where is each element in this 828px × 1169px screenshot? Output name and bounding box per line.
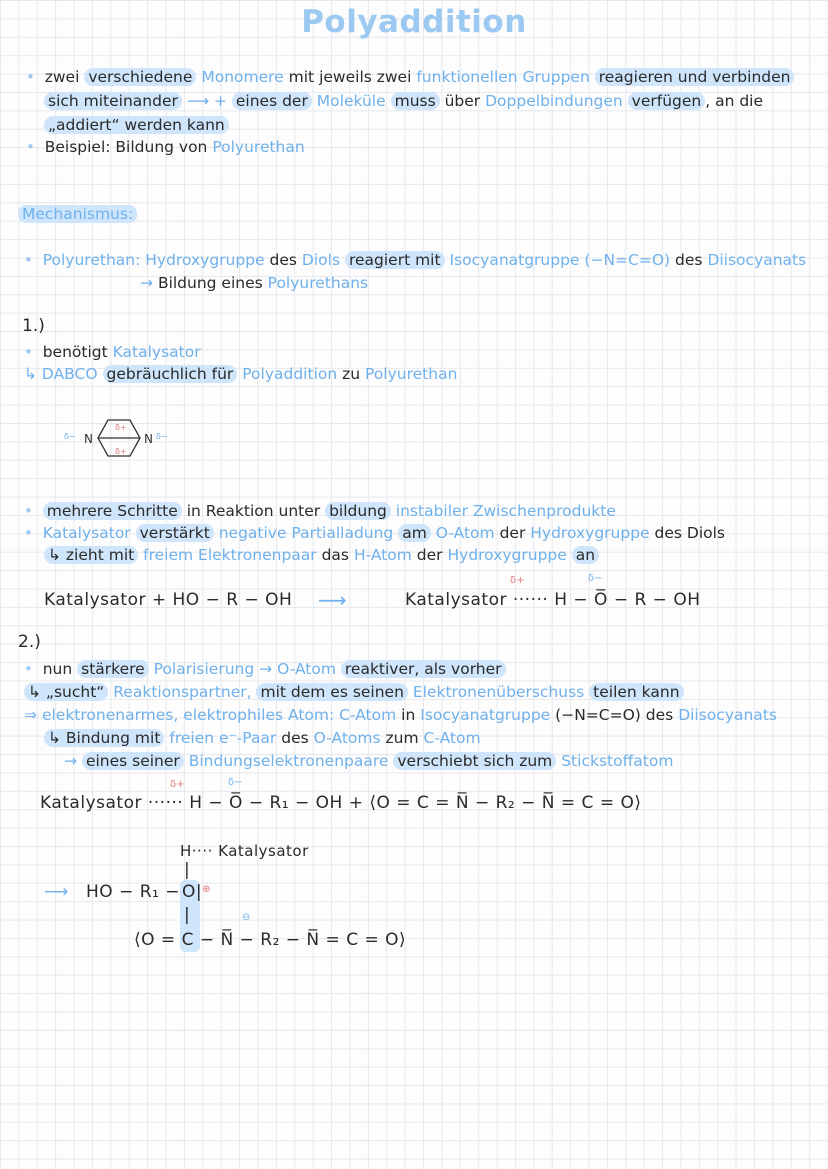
text: benötigt — [42, 343, 108, 361]
keyword: Doppelbindungen — [485, 92, 623, 110]
mechanism-line-2 — [140, 272, 368, 294]
keyword: ↳ DABCO — [24, 365, 98, 383]
highlight: mit dem es seinen — [256, 683, 407, 701]
highlight: eines der — [232, 92, 312, 110]
highlight: teilen kann — [589, 683, 683, 701]
text: der — [416, 546, 443, 564]
oxygen-atom: O| — [182, 882, 203, 902]
keyword: Diols — [301, 251, 341, 269]
step2-line-d — [44, 727, 481, 749]
text: , an die — [705, 92, 764, 110]
keyword: Katalysator — [42, 524, 131, 542]
keyword: Bindungselektronenpaare — [188, 752, 389, 770]
heading-text: Mechanismus: — [18, 205, 137, 223]
highlight: eines seiner — [82, 752, 184, 770]
text: zu — [342, 365, 361, 383]
keyword: Moleküle — [316, 92, 386, 110]
positive-charge: ⊕ — [202, 884, 211, 895]
step1-line-d — [24, 522, 725, 544]
keyword: Katalysator — [112, 343, 201, 361]
step2-line-e — [64, 750, 673, 772]
highlight: verschiedene — [84, 68, 196, 86]
charge-label: δ− — [64, 432, 76, 441]
nitrogen-atom-right: N — [144, 432, 153, 446]
text: das — [321, 546, 350, 564]
arrow: ⟶ + — [186, 92, 227, 110]
text: Beispiel: Bildung von — [44, 138, 208, 156]
keyword: Polarisierung — [153, 660, 255, 678]
nitrogen-atom-left: N — [84, 432, 93, 446]
keyword: Reaktionspartner, — [113, 683, 252, 701]
product-bottom: ⟨O = C − N̅ − R₂ − N̅ = C = O⟩ — [134, 930, 407, 950]
keyword: Stickstoffatom — [561, 752, 674, 770]
keyword: negative Partialladung — [218, 524, 394, 542]
text: über — [444, 92, 481, 110]
keyword: Hydroxygruppe — [145, 251, 265, 269]
text: mit — [288, 68, 315, 86]
step1-line-a — [24, 341, 201, 363]
bullet-dot: • — [24, 251, 33, 269]
text: des Diols — [654, 524, 725, 542]
bond-line: | — [184, 905, 191, 925]
keyword: instabiler Zwischenprodukte — [395, 502, 616, 520]
highlight: reaktiver, als vorher — [341, 660, 506, 678]
highlight: verfügen — [628, 92, 706, 110]
highlight: reagieren und verbinden — [595, 68, 795, 86]
highlight: verschiebt sich zum — [393, 752, 556, 770]
keyword: funktionellen Gruppen — [416, 68, 590, 86]
intro-line-2 — [44, 90, 763, 112]
reaction-1-right: Katalysator ······ H − O̅ − R − OH — [405, 590, 701, 610]
product-arrow: ⟶ — [44, 882, 69, 902]
text: jeweils zwei — [319, 68, 412, 86]
keyword: Elektronenüberschuss — [412, 683, 585, 701]
keyword: C-Atom — [339, 706, 397, 724]
keyword: Hydroxygruppe — [447, 546, 567, 564]
section-heading — [18, 204, 137, 223]
step1-line-c — [24, 500, 616, 522]
text: des — [281, 729, 309, 747]
bullet-dot: • — [24, 502, 33, 520]
formula: (−N=C=O) — [584, 251, 671, 269]
bullet-dot: • — [24, 524, 33, 542]
bullet-dot: • — [24, 660, 33, 678]
keyword: Polyurethan: — [42, 251, 141, 269]
bullet-dot: • — [26, 138, 35, 156]
highlight: ↳ zieht mit — [44, 546, 138, 564]
keyword: O-Atom — [277, 660, 336, 678]
reaction-2: Katalysator ······ H − O̅ − R₁ − OH + ⟨O = C = N̅ − R₂ − N̅ = C = O⟩ — [40, 793, 642, 813]
keyword: Polyurethan — [212, 138, 305, 156]
step2-line-c — [24, 704, 777, 726]
text: der — [499, 524, 526, 542]
highlight: „addiert“ werden kann — [44, 116, 229, 134]
mechanism-line-1 — [24, 249, 806, 271]
keyword: freien e⁻-Paar — [169, 729, 277, 747]
text: zum — [385, 729, 419, 747]
intro-line-4 — [26, 136, 305, 158]
keyword: freiem Elektronenpaar — [143, 546, 317, 564]
product-top: H···· Katalysator — [180, 842, 309, 860]
arrow: ⇒ — [24, 706, 37, 724]
step1-line-e — [44, 544, 599, 566]
text: Bildung eines — [157, 274, 263, 292]
highlight: stärkere — [77, 660, 149, 678]
highlight: ↳ Bindung mit — [44, 729, 164, 747]
highlight: bildung — [325, 502, 391, 520]
keyword: Isocyanatgruppe — [420, 706, 551, 724]
keyword: Polyurethans — [267, 274, 369, 292]
keyword: Diisocyanats — [707, 251, 807, 269]
highlight: reagiert mit — [345, 251, 445, 269]
keyword: Diisocyanats — [678, 706, 777, 724]
negative-charge: ⊖ — [242, 912, 251, 923]
reaction-1-left: Katalysator + HO − R − OH — [44, 590, 293, 610]
arrow: → — [64, 752, 77, 770]
keyword: Polyurethan — [365, 365, 458, 383]
page-title: Polyaddition — [301, 4, 527, 40]
step-number: 2.) — [18, 632, 41, 652]
reaction-arrow: ⟶ — [318, 588, 348, 612]
keyword: H-Atom — [353, 546, 412, 564]
charge-label: δ− — [156, 432, 168, 441]
formula: (−N=C=O) — [555, 706, 641, 724]
partial-charge-positive: δ+ — [510, 575, 525, 586]
highlight: mehrere Schritte — [43, 502, 182, 520]
keyword: elektronenarmes, elektrophiles Atom: — [41, 706, 335, 724]
keyword: O-Atom — [435, 524, 495, 542]
highlight: am — [398, 524, 431, 542]
partial-charge-negative: δ− — [228, 777, 243, 788]
intro-line-1 — [26, 66, 794, 88]
bullet-dot: • — [24, 343, 33, 361]
highlight: muss — [391, 92, 440, 110]
highlight: gebräuchlich für — [103, 365, 238, 383]
arrow: → — [259, 660, 273, 678]
keyword: Polyaddition — [242, 365, 338, 383]
highlight: ↳ „sucht“ — [24, 683, 108, 701]
keyword: O-Atoms — [313, 729, 381, 747]
step1-line-b — [24, 363, 457, 385]
text: in — [401, 706, 416, 724]
step-number: 1.) — [22, 316, 45, 336]
product-middle: HO − R₁ − — [86, 882, 180, 902]
text: des — [675, 251, 703, 269]
highlight: verstärkt — [136, 524, 214, 542]
bond-line: | — [184, 860, 191, 880]
partial-charge-negative: δ− — [588, 573, 603, 584]
keyword: Monomere — [201, 68, 284, 86]
partial-charge-positive: δ+ — [170, 779, 185, 790]
step2-line-a — [24, 658, 506, 680]
text: zwei — [44, 68, 80, 86]
intro-line-3 — [44, 114, 229, 136]
keyword: Hydroxygruppe — [530, 524, 650, 542]
highlight: an — [572, 546, 599, 564]
bullet-dot: • — [26, 68, 35, 86]
keyword: Isocyanatgruppe — [449, 251, 580, 269]
arrow: → — [140, 274, 153, 292]
keyword: C-Atom — [423, 729, 481, 747]
text: des — [269, 251, 297, 269]
highlight: sich miteinander — [44, 92, 182, 110]
charge-label: δ+ — [115, 423, 127, 432]
charge-label: δ+ — [115, 447, 127, 456]
text: in Reaktion unter — [186, 502, 321, 520]
text: des — [645, 706, 674, 724]
text: nun — [42, 660, 73, 678]
dabco-structure — [60, 408, 170, 468]
step2-line-b — [24, 681, 684, 703]
